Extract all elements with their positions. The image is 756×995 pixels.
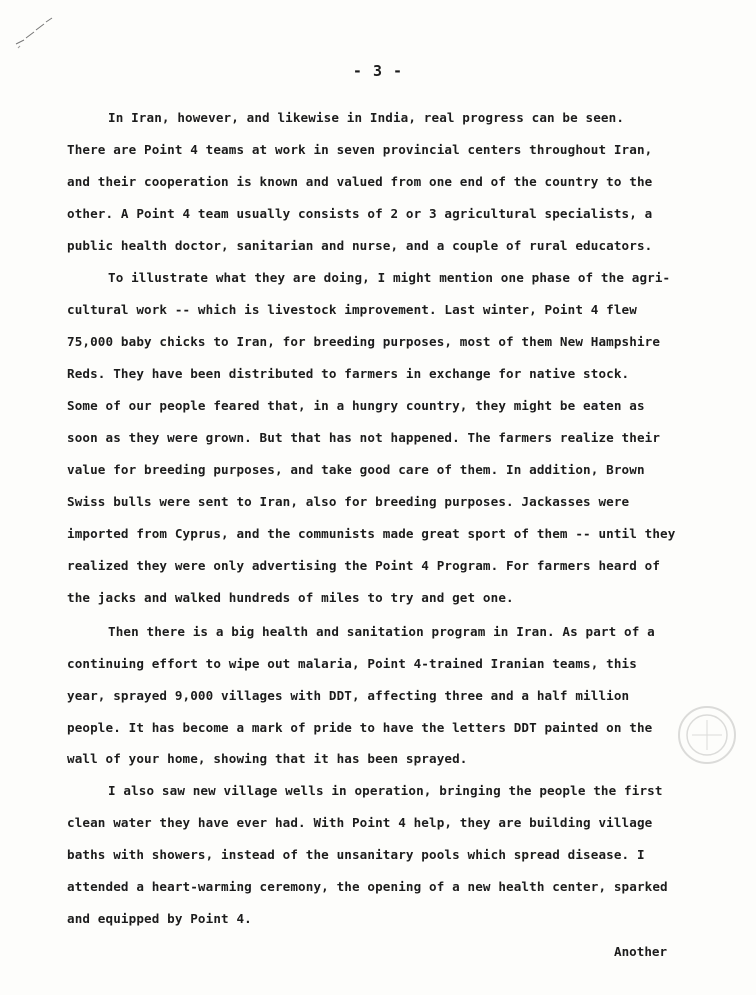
text-line: clean water they have ever had. With Point 4 help, they are building village [67, 815, 653, 830]
text-line: year, sprayed 9,000 villages with DDT, affecting three and a half million [67, 688, 630, 703]
text-line: cultural work -- which is livestock improvement. Last winter, Point 4 flew [67, 302, 637, 317]
text-line: baths with showers, instead of the unsanitary pools which spread disease. I [67, 847, 645, 862]
text-line: the jacks and walked hundreds of miles to try and get one. [67, 590, 514, 605]
text-line: Some of our people feared that, in a hungry country, they might be eaten as [67, 398, 645, 413]
text-line: and their cooperation is known and valued from one end of the country to the [67, 174, 653, 189]
text-line: attended a heart-warming ceremony, the opening of a new health center, sparked [67, 879, 668, 894]
text-line: There are Point 4 teams at work in seven provincial centers throughout Iran, [67, 142, 653, 157]
text-line: other. A Point 4 team usually consists of 2 or 3 agricultural specialists, a [67, 206, 653, 221]
text-line: Swiss bulls were sent to Iran, also for breeding purposes. Jackasses were [67, 494, 630, 509]
text-line: realized they were only advertising the Point 4 Program. For farmers heard of [67, 558, 661, 573]
archive-stamp-icon [676, 704, 738, 766]
text-line: public health doctor, sanitarian and nurse, and a couple of rural educators. [67, 238, 653, 253]
text-line: and equipped by Point 4. [67, 911, 252, 926]
text-line: value for breeding purposes, and take good care of them. In addition, Brown [67, 462, 645, 477]
text-line: Reds. They have been distributed to farmers in exchange for native stock. [67, 366, 630, 381]
text-line: I also saw new village wells in operation, bringing the people the first [108, 783, 663, 798]
corner-pencil-mark [14, 14, 58, 50]
text-line: Then there is a big health and sanitation program in Iran. As part of a [108, 624, 655, 639]
text-line: In Iran, however, and likewise in India, real progress can be seen. [108, 110, 625, 125]
text-line: soon as they were grown. But that has not happened. The farmers realize their [67, 430, 661, 445]
text-line: 75,000 baby chicks to Iran, for breeding purposes, most of them New Hampshire [67, 334, 661, 349]
text-line: continuing effort to wipe out malaria, Point 4-trained Iranian teams, this [67, 656, 637, 671]
text-line: wall of your home, showing that it has been sprayed. [67, 751, 468, 766]
text-line: To illustrate what they are doing, I might mention one phase of the agri- [108, 270, 671, 285]
text-line: people. It has become a mark of pride to have the letters DDT painted on the [67, 720, 653, 735]
catchword: Another [614, 944, 668, 959]
text-line: imported from Cyprus, and the communists made great sport of them -- until they [67, 526, 676, 541]
page-number: - 3 - [352, 62, 404, 80]
